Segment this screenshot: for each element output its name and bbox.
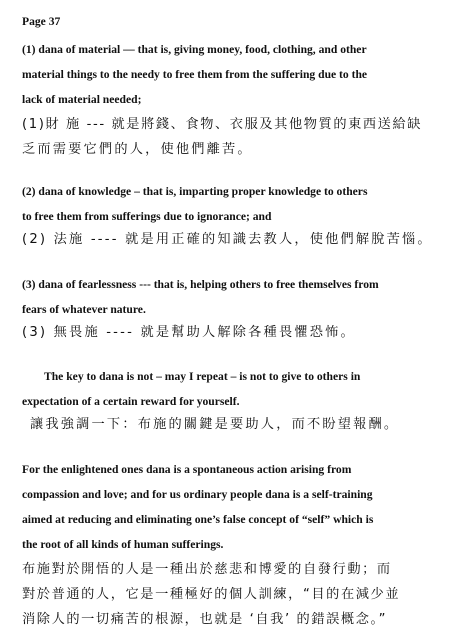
- key-paragraph-english-line-2: expectation of a certain reward for yourself.: [22, 395, 240, 408]
- key-paragraph-english-line-1: The key to dana is not – may I repeat – is not to give to others in: [44, 370, 361, 383]
- section-1-english-line-2: material things to the needy to free them from the suffering due to the: [22, 68, 368, 81]
- closing-paragraph-chinese-line-2: 對於普通的人，它是一種極好的個人訓練，“目的在減少並: [22, 587, 401, 602]
- section-2-chinese-line-1: (2) 法施 ---- 就是用正確的知識去教人，使他們解脫苦惱。: [22, 232, 433, 247]
- section-3-chinese-line-1: (3) 無畏施 ---- 就是幫助人解除各種畏懼恐怖。: [22, 325, 356, 340]
- section-1-english-line-3: lack of material needed;: [22, 93, 142, 106]
- section-1-chinese-line-2: 乏而需要它們的人，使他們離苦。: [22, 142, 253, 157]
- closing-paragraph-english-line-3: aimed at reducing and eliminating one’s false concept of “self” which is: [22, 513, 374, 526]
- section-3-english-line-1: (3) dana of fearlessness --- that is, helping others to free themselves from: [22, 278, 379, 291]
- section-2-english-line-1: (2) dana of knowledge – that is, imparting proper knowledge to others: [22, 185, 368, 198]
- key-paragraph-chinese-line-1: 讓我強調一下：布施的關鍵是要助人，而不盼望報酬。: [30, 417, 400, 432]
- section-1-english-line-1: (1) dana of material — that is, giving money, food, clothing, and other: [22, 43, 367, 56]
- closing-paragraph-english-line-2: compassion and love; and for us ordinary people dana is a self-training: [22, 488, 373, 501]
- page-number: Page 37: [22, 15, 61, 28]
- section-2-english-line-2: to free them from sufferings due to ignorance; and: [22, 210, 272, 223]
- section-3-english-line-2: fears of whatever nature.: [22, 303, 146, 316]
- closing-paragraph-chinese-line-3: 消除人的一切痛苦的根源，也就是 ‘自我’ 的錯誤概念。”: [22, 612, 388, 627]
- closing-paragraph-chinese-line-1: 布施對於開悟的人是一種出於慈悲和博愛的自發行動；而: [22, 562, 392, 577]
- closing-paragraph-english-line-4: the root of all kinds of human sufferings.: [22, 538, 224, 551]
- section-1-chinese-line-1: (1)財 施 --- 就是將錢、食物、衣服及其他物質的東西送給缺: [22, 117, 423, 132]
- closing-paragraph-english-line-1: For the enlightened ones dana is a spontaneous action arising from: [22, 463, 352, 476]
